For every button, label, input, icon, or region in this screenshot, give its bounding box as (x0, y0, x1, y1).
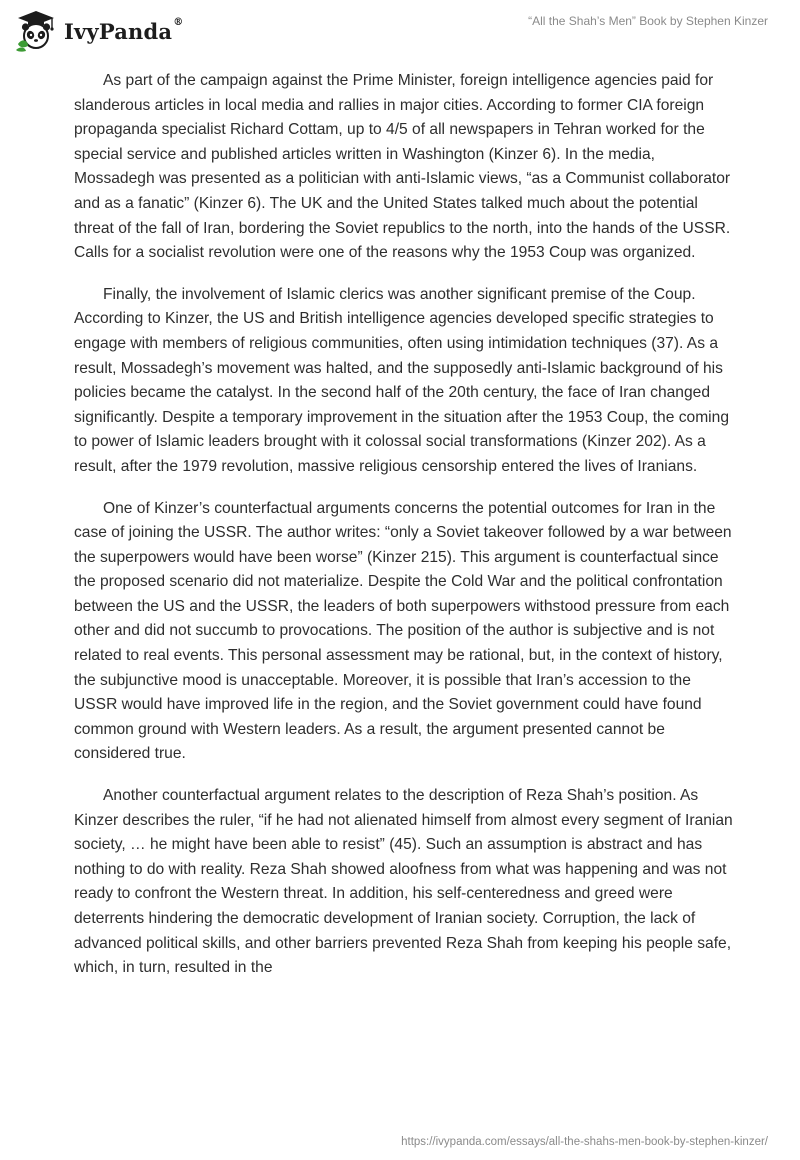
ivypanda-logo[interactable] (14, 8, 183, 52)
registered-mark: ® (173, 16, 184, 28)
page-header (0, 0, 800, 60)
panda-graduate-icon (14, 8, 58, 52)
source-url[interactable]: https://ivypanda.com/essays/all-the-shahs-men-book-by-stephen-kinzer/ (401, 1136, 768, 1148)
paragraph: As part of the campaign against the Prime Minister, foreign intelligence agencies paid for slanderous articles in local media and rallies in major cities. According to former CIA foreign propaganda specialist Richard Cottam, up to 4/5 of all newspapers in Tehran worked for the special service and published articles written in Washington (Kinzer 6). In the media, Mossadegh was presented as a politician with anti-Islamic views, “as a Communist collaborator and as a fanatic” (Kinzer 6). The UK and the United States talked much about the potential threat of the fall of Iran, bordering the Soviet republics to the north, into the hands of the USSR. Calls for a socialist revolution were one of the reasons why the 1953 Coup was organized. (74, 72, 731, 262)
document-title: “All the Shah’s Men” Book by Stephen Kinzer (528, 14, 768, 28)
essay-body (74, 69, 734, 998)
paragraph: Finally, the involvement of Islamic clerics was another significant premise of the Coup. According to Kinzer, the US and British intelligence agencies developed specific strategies to engage with members of religious communities, often using intimidation techniques (37). As a result, Mossadegh’s movement was halted, and the supposedly anti-Islamic background of his policies became the catalyst. In the second half of the 20th century, the face of Iran changed significantly. Despite a temporary improvement in the situation after the 1953 Coup, the coming to power of Islamic leaders brought with it colossal social transformations (Kinzer 202). As a result, after the 1979 revolution, massive religious censorship entered the lives of Iranians. (74, 285, 729, 475)
paragraph: Another counterfactual argument relates to the description of Reza Shah’s position. As Kinzer describes the ruler, “if he had not alienated himself from almost every segment of Iranian society, … he might have been able to resist” (45). Such an assumption is abstract and has nothing to do with reality. Reza Shah showed aloofness from what was happening and was not ready to confront the Western threat. In addition, his self-centeredness and greed were deterrents hindering the democratic development of Iranian society. Corruption, the lack of advanced political skills, and other barriers prevented Reza Shah from keeping his people safe, which, in turn, resulted in the (74, 787, 733, 977)
paragraph: One of Kinzer’s counterfactual arguments concerns the potential outcomes for Iran in the case of joining the USSR. The author writes: “only a Soviet takeover followed by a war between the superpowers would have been worse” (Kinzer 215). This argument is counterfactual since the proposed scenario did not materialize. Despite the Cold War and the political confrontation between the US and the USSR, the leaders of both superpowers withstood pressure from each other and did not succumb to provocations. The position of the author is subjective and is not related to real events. This personal assessment may be rational, but, in the context of history, the subjunctive mood is unacceptable. Moreover, it is possible that Iran’s accession to the USSR would have improved life in the region, and the Soviet government could have found common ground with Western leaders. As a result, the argument presented cannot be considered true. (74, 499, 732, 763)
logo-wordmark: IvyPanda® (64, 16, 184, 44)
